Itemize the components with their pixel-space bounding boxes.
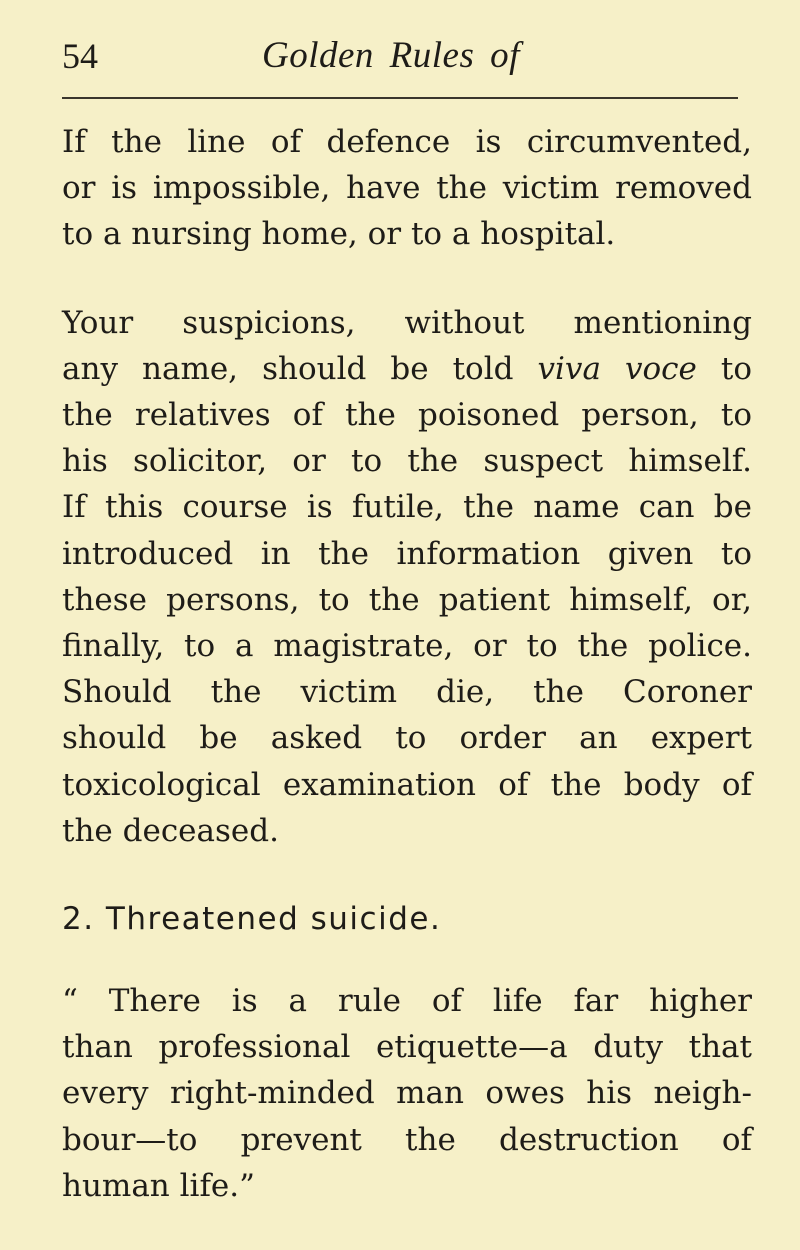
text-line: If this course is futile, the name can be — [62, 489, 752, 526]
text-line: his solicitor, or to the suspect himself. — [62, 443, 752, 480]
paragraph-gap — [62, 854, 752, 896]
text-line: should be asked to order an expert — [62, 720, 752, 757]
quotation — [62, 978, 752, 1209]
text-fragment: any name, should be told — [62, 350, 538, 387]
header-rule — [62, 97, 738, 99]
text-line: Your suspicions, without mentioning — [62, 304, 752, 341]
italic-phrase: viva voce — [537, 350, 697, 387]
text-line: introduced in the information given to — [62, 535, 752, 572]
text-fragment: to — [696, 350, 752, 387]
section-heading: 2. Threatened suicide. — [62, 901, 442, 938]
running-title: Golden Rules of — [262, 35, 520, 76]
text-line: toxicological examination of the body of — [62, 766, 752, 803]
text-line: the relatives of the poisoned person, to — [62, 397, 752, 434]
text-line: human life.” — [62, 1167, 255, 1204]
text-line: than professional etiquette—a duty that — [62, 1029, 752, 1066]
text-line: If the line of defence is circumvented, — [62, 124, 752, 160]
paragraph-gap — [62, 942, 752, 978]
text-line: the deceased. — [62, 812, 279, 849]
text-line: every right-minded man owes his neigh- — [62, 1075, 752, 1112]
running-head — [62, 34, 738, 82]
text-line: these persons, to the patient himself, or, — [62, 581, 752, 618]
text-line: finally, to a magistrate, or to the police. — [62, 628, 752, 665]
text-line: Should the victim die, the Coroner — [62, 674, 752, 711]
body-text — [62, 119, 752, 1209]
text-line: or is impossible, have the victim removed — [62, 170, 752, 207]
paragraph-1 — [62, 119, 752, 258]
text-line: bour—to prevent the destruction of — [62, 1121, 752, 1158]
text-line: to a nursing home, or to a hospital. — [62, 216, 616, 253]
text-line: “ There is a rule of life far higher — [62, 983, 752, 1020]
paragraph-2 — [62, 300, 752, 854]
page-number: 54 — [62, 36, 98, 76]
text-line-with-italic — [62, 346, 752, 392]
paragraph-gap — [62, 258, 752, 300]
